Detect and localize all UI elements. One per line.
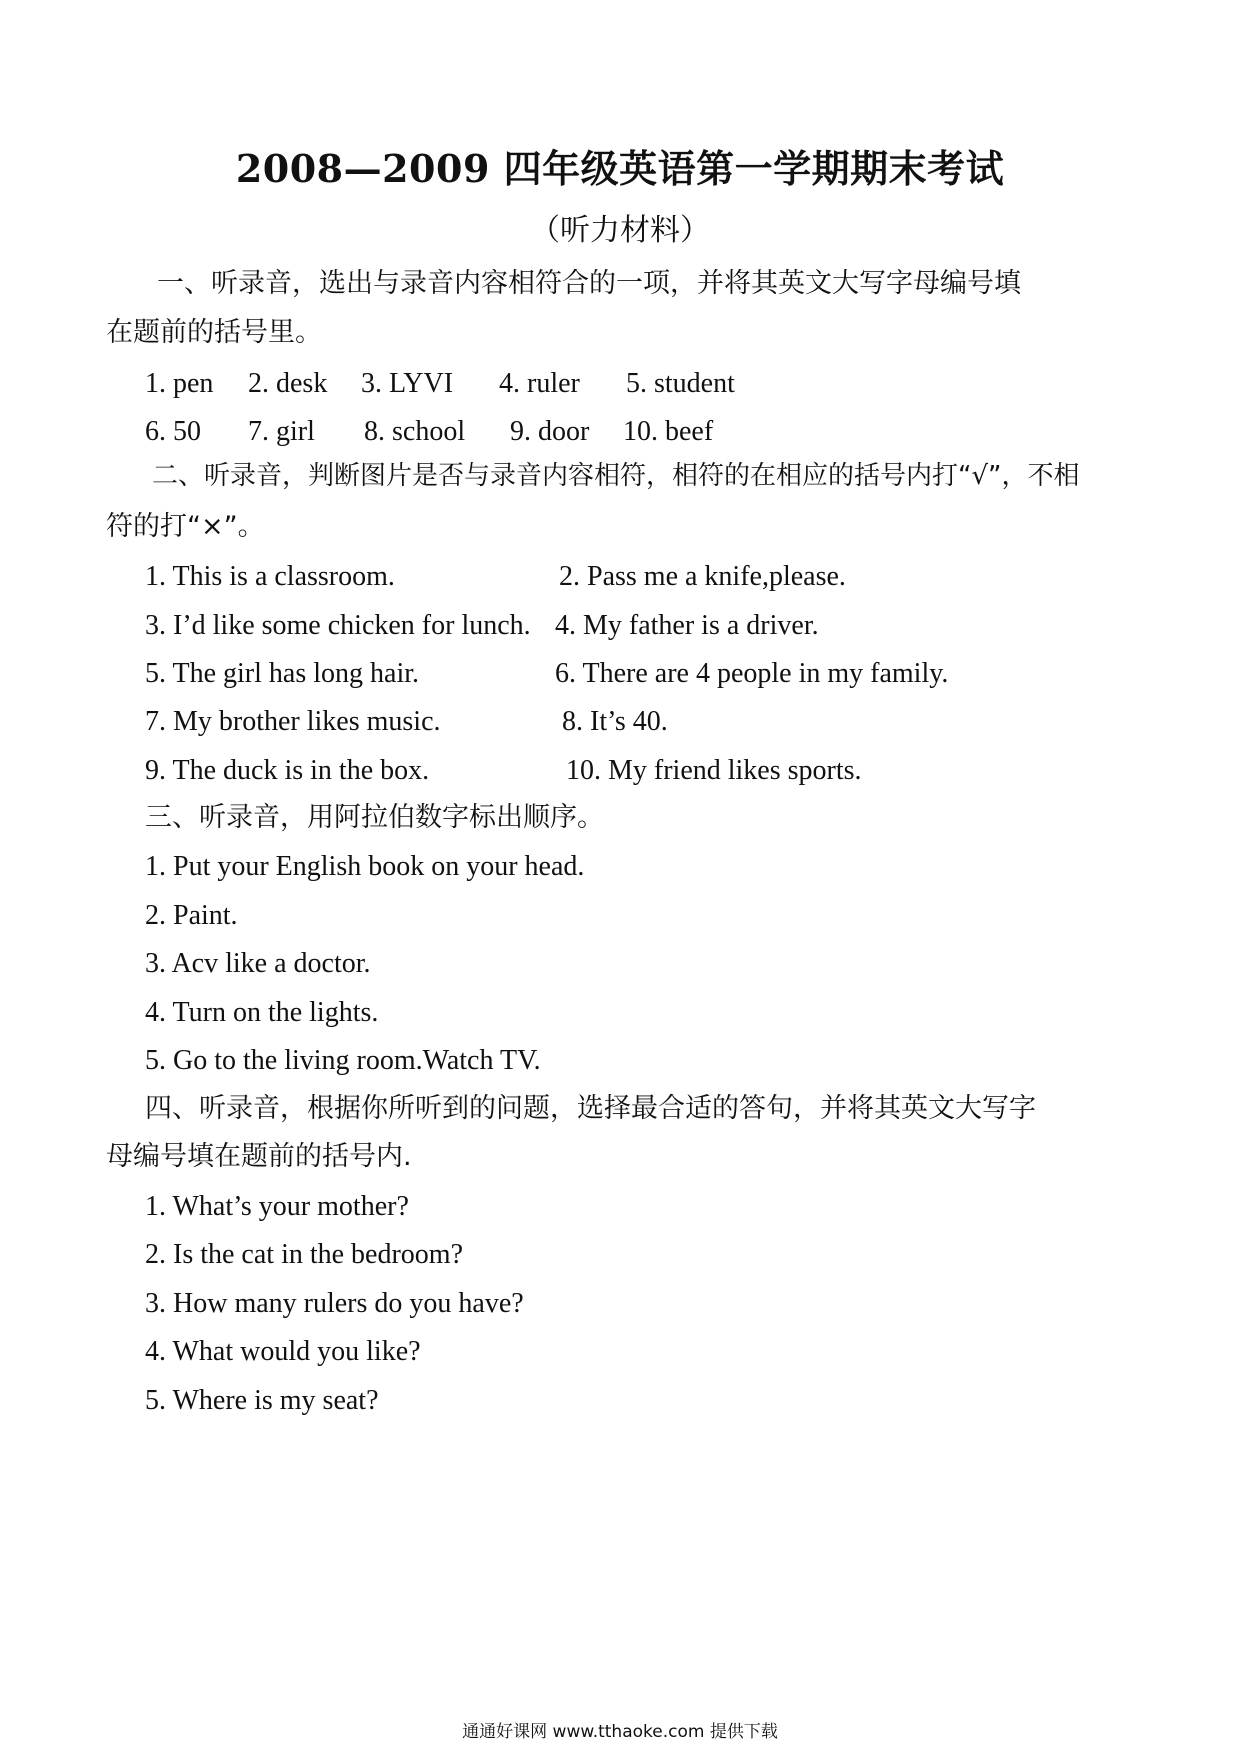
- section1-item: 10. beef: [623, 416, 714, 447]
- section2-instruction-line2: 符的打“×”。: [106, 511, 265, 542]
- section2-item: 5. The girl has long hair.: [145, 658, 419, 689]
- section1-item: 5. student: [626, 368, 735, 399]
- section2-item: 2. Pass me a knife,please.: [559, 561, 846, 592]
- section4-item: 3. How many rulers do you have?: [145, 1288, 524, 1319]
- page-title: 2008—2009 四年级英语第一学期期末考试: [235, 146, 1005, 191]
- section1-instruction-line2: 在题前的括号里。: [106, 317, 322, 348]
- section4-instruction-line1: 四、听录音，根据你所听到的问题，选择最合适的答句，并将其英文大写字: [145, 1093, 1036, 1124]
- section1-item: 1. pen: [145, 368, 214, 399]
- section2-item: 10. My friend likes sports.: [566, 755, 862, 786]
- section1-item: 7. girl: [248, 416, 315, 447]
- section1-item: 3. LYVI: [361, 368, 454, 399]
- section3-item: 3. Acv like a doctor.: [145, 948, 371, 979]
- section4-item: 1. What’s your mother?: [145, 1191, 409, 1222]
- section3-item: 4. Turn on the lights.: [145, 997, 379, 1028]
- section2-item: 9. The duck is in the box.: [145, 755, 430, 786]
- section1-item: 6. 50: [145, 416, 201, 447]
- section4-item: 4. What would you like?: [145, 1336, 421, 1367]
- section1-item: 8. school: [364, 416, 466, 447]
- section1-instruction-line1: 一、听录音，选出与录音内容相符合的一项，并将其英文大写字母编号填: [157, 268, 1021, 299]
- section2-item: 8. It’s 40.: [562, 706, 668, 737]
- section2-instruction-line1: 二、听录音，判断图片是否与录音内容相符，相符的在相应的括号内打“√”，不相: [152, 461, 1080, 491]
- section2-item: 1. This is a classroom.: [145, 561, 395, 592]
- section1-item: 4. ruler: [499, 368, 580, 399]
- section1-item: 2. desk: [248, 368, 328, 399]
- section4-instruction-line2: 母编号填在题前的括号内.: [106, 1141, 412, 1172]
- page-subtitle: （听力材料）: [530, 213, 710, 248]
- section2-item: 6. There are 4 people in my family.: [555, 658, 949, 689]
- section3-instruction: 三、听录音，用阿拉伯数字标出顺序。: [145, 802, 604, 833]
- section2-item: 4. My father is a driver.: [555, 610, 819, 641]
- section1-item: 9. door: [510, 416, 590, 447]
- section3-item: 2. Paint.: [145, 900, 238, 931]
- section3-item: 5. Go to the living room.Watch TV.: [145, 1045, 541, 1076]
- section4-item: 2. Is the cat in the bedroom?: [145, 1239, 464, 1270]
- section3-item: 1. Put your English book on your head.: [145, 851, 585, 882]
- section2-item: 7. My brother likes music.: [145, 706, 441, 737]
- section4-item: 5. Where is my seat?: [145, 1385, 379, 1416]
- section2-item: 3. I’d like some chicken for lunch.: [145, 610, 531, 641]
- footer-download-note: 通通好课网 www.tthaoke.com 提供下载: [462, 1722, 778, 1742]
